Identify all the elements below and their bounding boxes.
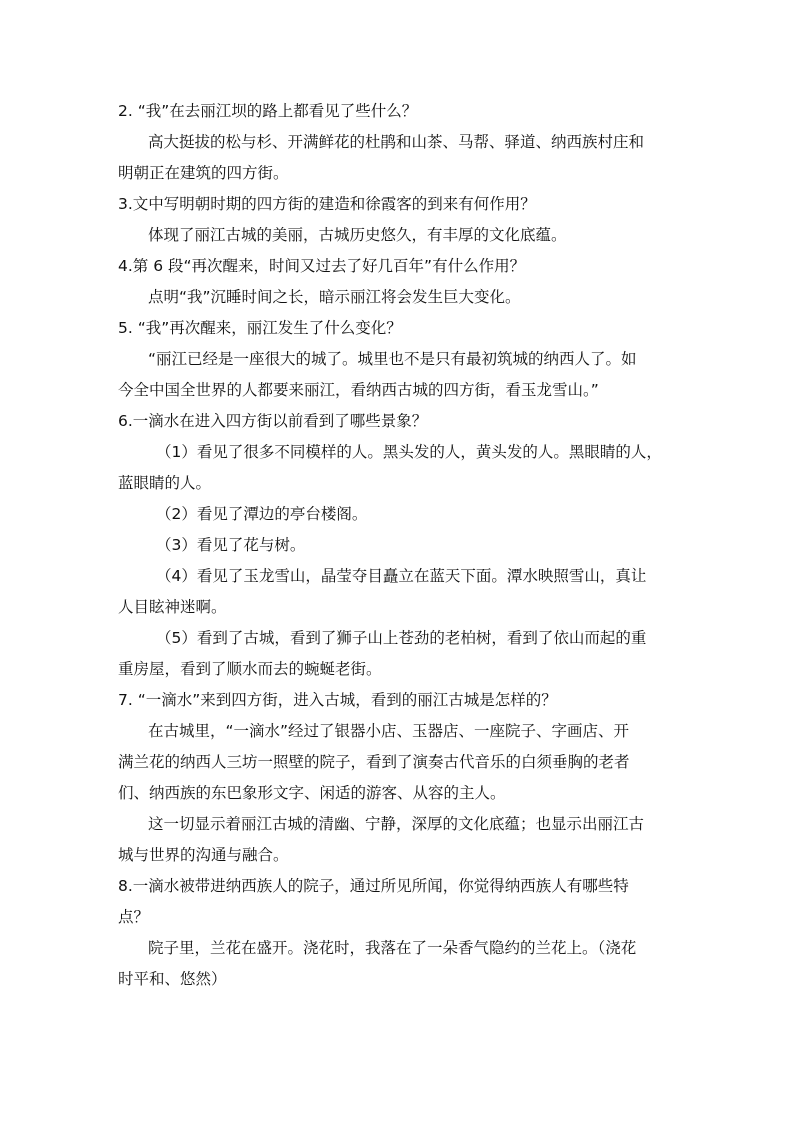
- answer-line: 这一切显示着丽江古城的清幽、宁静，深厚的文化底蕴；也显示出丽江古: [148, 815, 645, 833]
- continuation-line: 人目眩神迷啊。: [118, 598, 227, 616]
- question-line: 3.文中写明朝时期的四方街的建造和徐霞客的到来有何作用？: [118, 195, 536, 213]
- answer-line: 在古城里，“一滴水”经过了银器小店、玉器店、一座院子、字画店、开: [148, 722, 630, 740]
- answer-line: “丽江已经是一座很大的城了。城里也不是只有最初筑城的纳西人了。如: [148, 350, 637, 368]
- continuation-line: 满兰花的纳西人三坊一照壁的院子，看到了演奏古代音乐的白须垂胸的老者: [118, 753, 630, 771]
- answer-line: 体现了丽江古城的美丽，古城历史悠久，有丰厚的文化底蕴。: [148, 226, 567, 244]
- question-line: 6.一滴水在进入四方街以前看到了哪些景象？: [118, 412, 428, 430]
- sub-item-line: （2）看见了潭边的亭台楼阁。: [156, 505, 368, 523]
- continuation-line: 今全中国全世界的人都要来丽江，看纳西古城的四方街，看玉龙雪山。”: [118, 381, 599, 399]
- question-line: 7. “一滴水”来到四方街，进入古城，看到的丽江古城是怎样的？: [118, 691, 557, 709]
- continuation-line: 蓝眼睛的人。: [118, 474, 212, 492]
- answer-line: 点明“我”沉睡时间之长，暗示丽江将会发生巨大变化。: [148, 288, 521, 306]
- continuation-line: 重房屋，看到了顺水而去的蜿蜒老街。: [118, 660, 382, 678]
- question-line: 8.一滴水被带进纳西族人的院子，通过所见所闻，你觉得纳西族人有哪些特: [118, 877, 629, 895]
- continuation-line: 点？: [118, 908, 150, 926]
- sub-item-line: （5）看到了古城，看到了狮子山上苍劲的老柏树，看到了依山而起的重: [156, 629, 647, 647]
- continuation-line: 们、纳西族的东巴象形文字、闲适的游客、从容的主人。: [118, 784, 506, 802]
- sub-item-line: （4）看见了玉龙雪山，晶莹夺目矗立在蓝天下面。潭水映照雪山，真让: [156, 567, 647, 585]
- question-line: 4.第 6 段“再次醒来，时间又过去了好几百年”有什么作用？: [118, 257, 526, 275]
- sub-item-line: （1）看见了很多不同模样的人。黑头发的人，黄头发的人。黑眼睛的人，: [156, 443, 662, 461]
- answer-line: 高大挺拔的松与杉、开满鲜花的杜鹃和山茶、马帮、驿道、纳西族村庄和: [148, 133, 645, 151]
- sub-item-line: （3）看见了花与树。: [156, 536, 306, 554]
- question-line: 2. “我”在去丽江坝的路上都看见了些什么？: [118, 102, 418, 120]
- continuation-line: 城与世界的沟通与融合。: [118, 846, 289, 864]
- answer-line: 院子里，兰花在盛开。浇花时，我落在了一朵香气隐约的兰花上。（浇花: [148, 939, 637, 957]
- continuation-line: 时平和、悠然）: [118, 970, 227, 988]
- continuation-line: 明朝正在建筑的四方街。: [118, 164, 289, 182]
- question-line: 5. “我”再次醒来，丽江发生了什么变化？: [118, 319, 402, 337]
- document-page: [118, 96, 678, 995]
